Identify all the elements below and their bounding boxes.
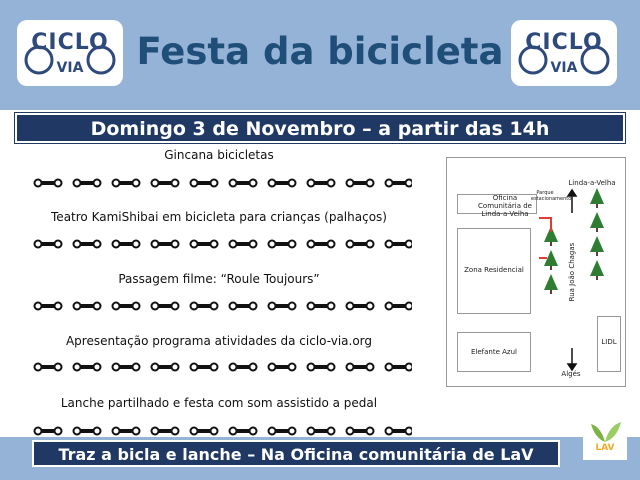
map-drawing — [447, 158, 627, 388]
chain-link-icon — [113, 364, 140, 371]
location-map — [446, 157, 626, 387]
tree-icon — [590, 236, 604, 256]
chain-link-icon — [386, 303, 413, 310]
map-label-south: Algés — [561, 370, 581, 378]
map-label-north: Linda-a-Velha — [568, 179, 616, 187]
chain-link-icons — [32, 360, 412, 374]
tree-icon — [590, 212, 604, 232]
event-date: Domingo 3 de Novembro – a partir das 14h — [90, 118, 550, 140]
activity-item: Apresentação programa atividades da ciclo-via.org — [65, 334, 373, 348]
map-label-oficina: Oficina Comunitária de Linda-a-Velha — [478, 194, 532, 218]
chain-link-icon — [113, 241, 140, 248]
chain-link-icon — [308, 364, 335, 371]
chain-link-icon — [74, 364, 101, 371]
chain-divider — [32, 360, 412, 374]
tree-icon — [590, 188, 604, 208]
chain-link-icon — [269, 241, 296, 248]
chain-link-icon — [386, 241, 413, 248]
chain-link-icon — [308, 241, 335, 248]
chain-link-icon — [386, 364, 413, 371]
chain-link-icons — [32, 299, 412, 313]
chain-link-icon — [35, 364, 62, 371]
activity-item: Lanche partilhado e festa com som assistido a pedal — [60, 396, 378, 410]
chain-link-icon — [152, 428, 179, 435]
chain-link-icon — [35, 303, 62, 310]
chain-link-icon — [191, 364, 218, 371]
chain-link-icon — [152, 364, 179, 371]
chain-link-icon — [35, 428, 62, 435]
route-marker — [539, 218, 551, 232]
footer-banner — [32, 440, 560, 467]
chain-link-icon — [191, 241, 218, 248]
chain-link-icon — [191, 303, 218, 310]
chain-link-icon — [269, 428, 296, 435]
chain-link-icon — [269, 303, 296, 310]
map-label-parque: Parque estacionamento — [531, 190, 572, 202]
chain-link-icon — [347, 180, 374, 187]
chain-link-icon — [113, 428, 140, 435]
activity-item: Gincana bicicletas — [164, 148, 274, 162]
chain-link-icon — [386, 180, 413, 187]
activity-item: Teatro KamiShibai em bicicleta para crianças (palhaços) — [51, 210, 387, 224]
chain-link-icons — [32, 237, 412, 251]
lav-logo-text: LAV — [595, 443, 615, 453]
chain-link-icon — [347, 364, 374, 371]
chain-link-icon — [74, 303, 101, 310]
logo-text-ciclo: CICLO — [31, 30, 109, 55]
lav-logo — [583, 412, 627, 460]
tree-icon — [590, 260, 604, 280]
chain-link-icon — [191, 428, 218, 435]
chain-link-icon — [113, 180, 140, 187]
chain-link-icon — [152, 303, 179, 310]
logo-text-via: VIA — [56, 60, 84, 76]
chain-link-icon — [74, 180, 101, 187]
activity-item: Passagem filme: “Roule Toujours” — [118, 272, 320, 286]
tree-icon — [544, 250, 558, 270]
footer-text: Traz a bicla e lanche – Na Oficina comunitária de LaV — [58, 445, 534, 464]
chain-link-icon — [347, 428, 374, 435]
tree-icon — [544, 274, 558, 294]
chain-link-icon — [152, 180, 179, 187]
chain-link-icon — [269, 364, 296, 371]
chain-divider — [32, 176, 412, 190]
page-title: Festa da bicicleta — [136, 30, 504, 73]
chain-link-icon — [386, 428, 413, 435]
ciclovia-logo-left — [17, 20, 123, 86]
chain-link-icon — [74, 428, 101, 435]
chain-link-icon — [74, 241, 101, 248]
chain-link-icon — [230, 303, 257, 310]
chain-link-icon — [113, 303, 140, 310]
chain-link-icon — [308, 303, 335, 310]
ciclovia-logo-right — [511, 20, 617, 86]
map-label-elefante: Elefante Azul — [471, 348, 517, 356]
chain-link-icon — [230, 364, 257, 371]
chain-divider — [32, 424, 412, 438]
chain-link-icon — [269, 180, 296, 187]
chain-divider — [32, 237, 412, 251]
chain-link-icons — [32, 176, 412, 190]
logo-text-ciclo: CICLO — [525, 30, 603, 55]
chain-link-icon — [230, 428, 257, 435]
chain-link-icon — [230, 180, 257, 187]
map-label-lidl: LIDL — [601, 338, 617, 346]
chain-link-icon — [347, 241, 374, 248]
map-label-street: Rua João Chagas — [568, 242, 576, 302]
date-banner — [15, 113, 625, 143]
chain-link-icon — [230, 241, 257, 248]
chain-link-icon — [347, 303, 374, 310]
chain-link-icon — [191, 180, 218, 187]
logo-text-via: VIA — [550, 60, 578, 76]
map-label-zona: Zona Residencial — [464, 266, 524, 274]
chain-link-icon — [35, 241, 62, 248]
chain-link-icon — [152, 241, 179, 248]
chain-link-icon — [308, 428, 335, 435]
chain-link-icon — [308, 180, 335, 187]
chain-link-icon — [35, 180, 62, 187]
chain-divider — [32, 299, 412, 313]
chain-link-icons — [32, 424, 412, 438]
